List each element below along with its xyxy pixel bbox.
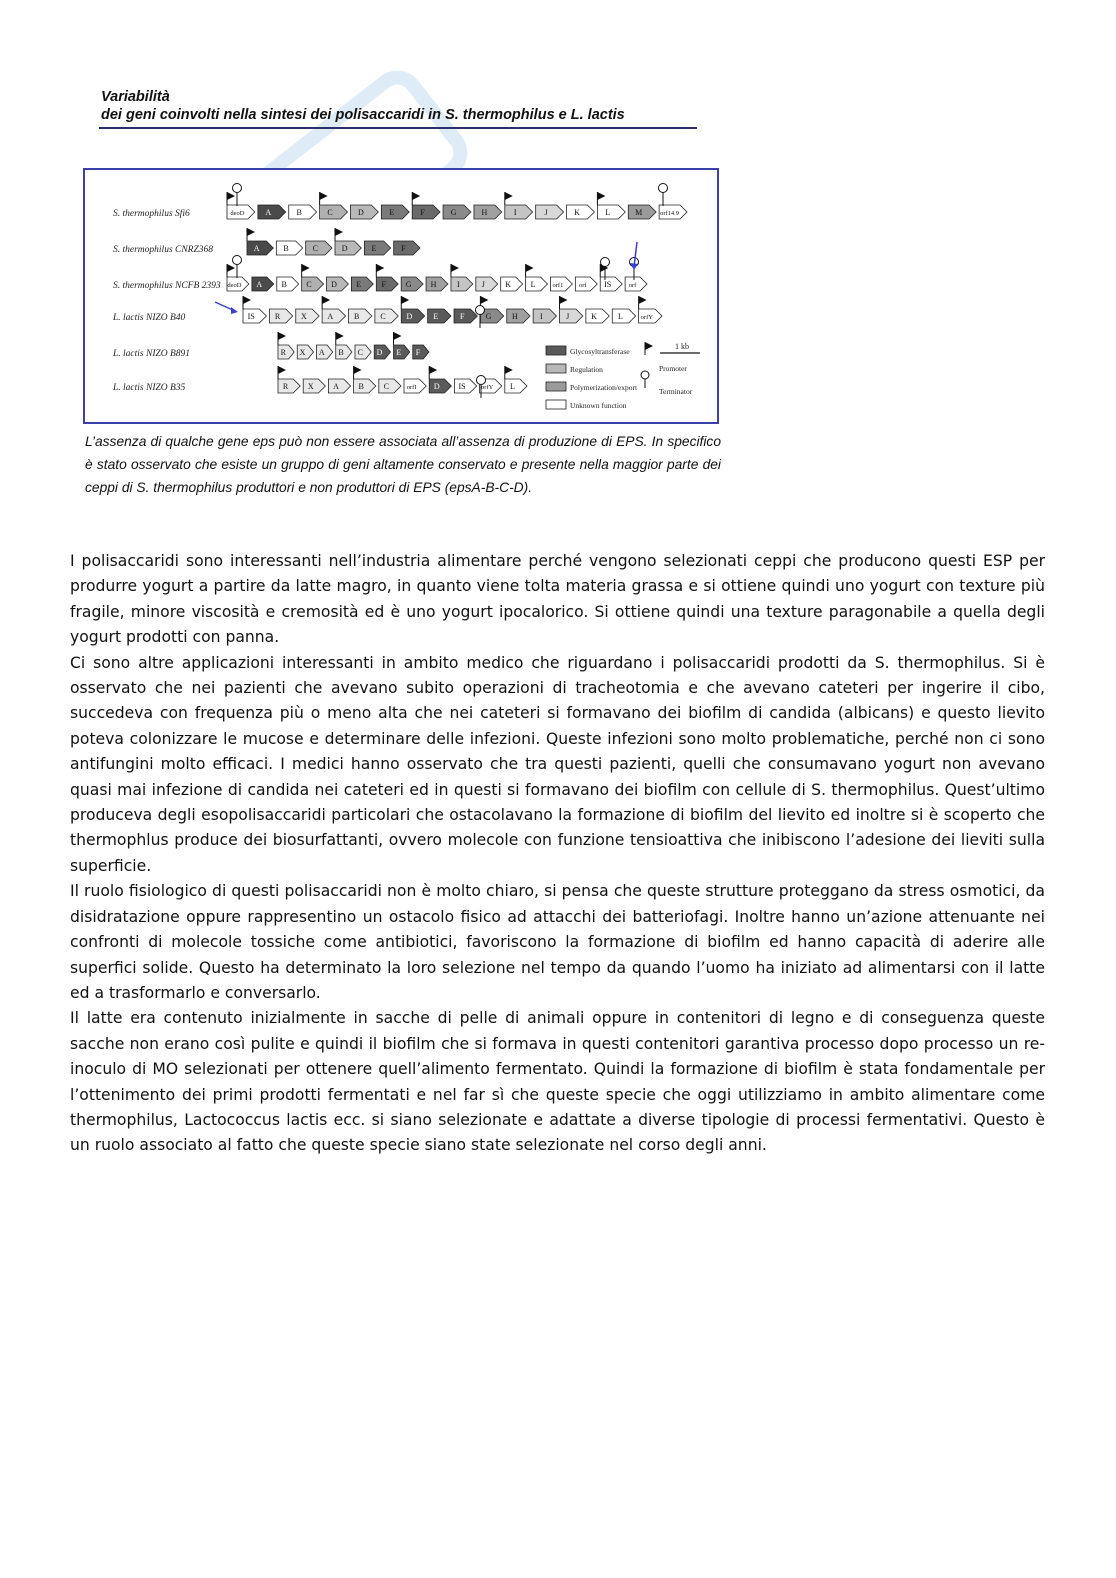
promoter-flag	[336, 332, 344, 340]
promoter-flag	[505, 366, 513, 374]
promoter-flag	[429, 366, 437, 374]
gene-label: D	[331, 280, 337, 289]
promoter-legend-flag	[645, 342, 653, 350]
terminator-symbol	[476, 306, 485, 315]
promoter-flag	[247, 228, 255, 236]
promoter-flag	[320, 192, 328, 200]
gene-label: K	[591, 312, 597, 321]
paragraph-3: Il ruolo fisiologico di questi polisaccaridi non è molto chiaro, si pensa che queste strutture proteggano da stress osmotici, da disidratazione oppure rappresentino un ostacolo fisico ad attacchi dei batteriofagi. Inoltre hanno un’azione attenuante nei confronti di molecole tossiche come antibiotici, favoriscono la formazione di biofilm ed hanno capacità di aderire alle superfici solide. Questo ha determinato la loro selezione nel tempo da quando l’uomo ha iniziato ad alimentarsi con il latte ed a trasformarlo e conversarlo.	[70, 882, 1045, 1002]
gene-label: E	[356, 280, 362, 289]
gene-label: orf14.9	[660, 210, 680, 217]
gene-arrow	[252, 277, 274, 291]
promoter-legend-label: Promoter	[659, 364, 687, 373]
gene-label: L	[605, 208, 611, 217]
terminator-symbol	[477, 376, 486, 385]
paragraph-4: Il latte era contenuto inizialmente in sacche di pelle di animali oppure in contenitori di legno e di conseguenza queste sacche non erano così pulite e quindi il biofilm che si formava in questi contenitori garantiva processo dopo processo un re-inoculo di MO selezionati per ottenere quell’alimento fermentato. Quindi la formazione di biofilm è stata fondamentale per l’ottenimento dei primi prodotti fermentati e nel far sì che queste specie che oggi utilizziamo in ambito alimentare come thermophilus, Lactococcus lactis ecc. si siano selezionate e adattate a diverse tipologie di processi fermentativi. Questo è un ruolo associato al fatto che queste specie siano state selezionate nel corso degli anni.	[70, 1009, 1045, 1155]
legend-label: Regulation	[570, 365, 603, 374]
gene-arrow	[289, 205, 317, 219]
gene-label: D	[358, 208, 364, 217]
paragraph-1: I polisaccaridi sono interessanti nell’industria alimentare perché vengono selezionati ceppi che producono questi ESP per produrre yogurt a partire da latte magro, in quanto viene tolta materia grassa e si ottiene quindi uno yogurt con texture più fragile, minore viscosità e cremosità ed è uno yogurt ipocalorico. Si ottiene quindi una texture paragonabile a quella degli yogurt prodotti con panna.	[70, 552, 1045, 647]
gene-arrow	[269, 309, 292, 323]
body-text	[70, 549, 1045, 1159]
gene-label: deoD	[230, 210, 245, 217]
gene-label: A	[327, 312, 334, 321]
gene-label: E	[396, 348, 402, 357]
gene-arrow	[278, 379, 300, 393]
gene-arrow	[476, 277, 498, 291]
gene-label: orfI	[406, 384, 417, 391]
gene-arrow	[612, 309, 635, 323]
gene-arrow	[376, 277, 398, 291]
gene-arrow	[302, 277, 324, 291]
gene-arrow	[276, 241, 302, 255]
legend-swatch	[546, 382, 566, 391]
gene-arrow	[401, 309, 424, 323]
gene-arrow	[328, 379, 350, 393]
gene-label: B	[358, 382, 364, 391]
gene-label: C	[327, 208, 333, 217]
gene-arrow	[443, 205, 471, 219]
gene-arrow	[560, 309, 583, 323]
gene-label: L	[530, 280, 536, 289]
legend-label: Polymerization/export	[570, 383, 638, 392]
gene-label: H	[481, 208, 488, 217]
terminator-symbol	[601, 258, 610, 267]
gene-arrow	[426, 277, 448, 291]
gene-label: orfY	[481, 384, 494, 391]
highlight-arrow-head	[630, 263, 638, 270]
gene-arrow	[277, 277, 299, 291]
gene-arrow	[451, 277, 473, 291]
legend-swatch	[546, 364, 566, 373]
gene-label: H	[512, 312, 518, 321]
terminator-symbol	[659, 184, 668, 193]
gene-arrow	[350, 205, 378, 219]
gene-label: E	[433, 312, 439, 321]
promoter-flag	[243, 296, 251, 304]
gene-arrow	[351, 277, 373, 291]
gene-label: C	[383, 382, 390, 391]
strain-label: L. lactis NIZO B891	[113, 349, 191, 359]
gene-label: I	[513, 208, 517, 217]
legend-label: Unknown function	[570, 401, 627, 410]
gene-arrow	[258, 205, 286, 219]
promoter-flag	[376, 264, 384, 272]
gene-label: D	[406, 312, 413, 321]
gene-label: C	[312, 244, 319, 253]
gene-arrow	[327, 277, 349, 291]
gene-label: deoD	[227, 282, 242, 289]
strain-label: S. thermophilus Sfi6	[113, 209, 190, 219]
legend-swatch	[546, 400, 566, 409]
gene-arrow	[349, 309, 372, 323]
gene-arrow	[375, 309, 398, 323]
gene-label: B	[283, 244, 289, 253]
promoter-flag	[526, 264, 534, 272]
gene-arrow	[379, 379, 401, 393]
promoter-flag	[227, 192, 235, 200]
gene-label: R	[282, 382, 289, 391]
gene-arrow	[364, 241, 390, 255]
gene-label: X	[301, 312, 307, 321]
gene-label: B	[354, 312, 360, 321]
gene-arrow	[303, 379, 325, 393]
gene-arrow	[474, 205, 502, 219]
gene-label: R	[274, 312, 281, 321]
gene-label: A	[256, 280, 263, 289]
gene-arrow	[320, 205, 348, 219]
scale-label: 1 kb	[675, 342, 689, 351]
strain-label: L. lactis NIZO B35	[113, 383, 186, 393]
gene-label: C	[357, 348, 363, 357]
gene-arrow	[429, 379, 451, 393]
promoter-flag	[480, 296, 488, 304]
gene-label: D	[376, 348, 383, 357]
gene-label: I	[457, 280, 460, 289]
gene-label: orfY	[640, 314, 653, 321]
gene-arrow	[381, 205, 409, 219]
gene-label: orf	[628, 282, 637, 289]
gene-arrow	[354, 379, 376, 393]
gene-label: A	[253, 244, 260, 253]
promoter-flag	[354, 366, 362, 374]
gene-label: orf1	[552, 282, 564, 289]
paragraph-2: Ci sono altre applicazioni interessanti in ambito medico che riguardano i polisaccaridi prodotti da S. thermophilus. Si è osservato che nei pazienti che avevano subito operazioni di tracheotomia e che avevano cateteri per ingerire il cibo, succedeva con frequenza più o meno alta che nei cateteri si formavano dei biofilm di candida (albicans) e questo lievito poteva colonizzare le mucose e determinare delle infezioni. Queste infezioni sono molto problematiche, perché non ci sono antifungini molto efficaci. I medici hanno osservato che tra questi pazienti, quelli che consumavano yogurt non avevano quasi mai infezione di candida nei cateteri ed in questi si formavano dei biofilm con cellule di S. thermophilus. Quest’ultimo produceva degli esopolisaccaridi particolari che ostacolavano la formazione di biofilm del lievito ed inoltre si è scoperto che thermophlus produce dei biosurfattanti, ovvero molecole con funzione tensioattiva che inibiscono l’adesione dei lieviti sulla superficie.	[70, 653, 1045, 875]
gene-cluster-diagram	[85, 170, 717, 422]
strain-label: S. thermophilus CNRZ368	[113, 245, 214, 255]
promoter-flag	[322, 296, 330, 304]
gene-label: F	[381, 280, 386, 289]
strain-label: L. lactis NIZO B40	[113, 313, 186, 323]
terminator-symbol	[233, 256, 242, 265]
gene-label: L	[617, 312, 623, 321]
highlight-arrow-head	[231, 307, 238, 314]
promoter-flag	[278, 366, 286, 374]
gene-label: orf	[578, 282, 587, 289]
gene-label: H	[430, 280, 437, 289]
gene-label: X	[307, 382, 314, 391]
title-line-1: Variabilità	[101, 89, 170, 105]
gene-label: D	[433, 382, 440, 391]
title-underline	[99, 127, 697, 129]
gene-label: IS	[458, 382, 466, 391]
figure-caption: L’assenza di qualche gene eps può non essere associata all’assenza di produzione di EPS. In specifico è stato osservato che esiste un gruppo di geni altamente conservato e presente nella maggior parte dei ceppi di S. thermophilus produttori e non produttori di EPS (epsA-B-C-D).	[85, 434, 721, 495]
gene-label: G	[485, 312, 492, 321]
gene-arrow	[536, 205, 564, 219]
gene-label: J	[481, 280, 485, 289]
gene-label: B	[281, 280, 287, 289]
legend-label: Glycosyltransferase	[570, 347, 630, 356]
gene-arrow	[335, 241, 361, 255]
gene-label: E	[371, 244, 377, 253]
promoter-flag	[401, 296, 409, 304]
gene-label: G	[405, 280, 412, 289]
gene-arrow	[247, 241, 273, 255]
legend-swatch	[546, 346, 566, 355]
gene-arrow	[586, 309, 609, 323]
gene-arrow	[322, 309, 345, 323]
gene-arrow	[296, 309, 319, 323]
gene-label: IS	[604, 280, 612, 289]
gene-arrow	[454, 309, 477, 323]
promoter-flag	[639, 296, 647, 304]
gene-label: A	[333, 382, 339, 391]
promoter-flag	[302, 264, 310, 272]
gene-arrow	[501, 277, 523, 291]
gene-label: C	[380, 312, 386, 321]
gene-label: K	[505, 280, 512, 289]
gene-arrow	[505, 379, 527, 393]
gene-label: R	[280, 348, 286, 357]
gene-label: B	[296, 208, 302, 217]
gene-arrow	[567, 205, 595, 219]
gene-label: C	[306, 280, 312, 289]
slide-title	[101, 88, 701, 124]
promoter-flag	[278, 332, 286, 340]
gene-label: X	[299, 348, 306, 357]
gene-arrow	[306, 241, 332, 255]
gene-label: K	[574, 208, 580, 217]
gene-arrow	[505, 205, 533, 219]
promoter-flag	[597, 192, 605, 200]
strain-label: S. thermophilus NCFB 2393	[113, 281, 221, 291]
terminator-legend-symbol	[641, 371, 649, 379]
gene-label: A	[318, 348, 325, 357]
gene-label: B	[338, 348, 344, 357]
gene-label: L	[509, 382, 515, 391]
gene-arrow	[526, 277, 548, 291]
promoter-flag	[335, 228, 343, 236]
gene-label: I	[539, 312, 543, 321]
gene-label: G	[450, 208, 457, 217]
gene-label: M	[635, 208, 643, 217]
promoter-flag	[505, 192, 513, 200]
promoter-flag	[394, 332, 402, 340]
gene-label: F	[415, 348, 421, 357]
gene-arrow	[394, 241, 420, 255]
promoter-flag	[227, 264, 235, 272]
gene-arrow	[401, 277, 423, 291]
promoter-flag	[451, 264, 459, 272]
gene-label: J	[544, 208, 548, 217]
terminator-symbol	[233, 184, 242, 193]
promoter-flag	[560, 296, 568, 304]
gene-arrow	[507, 309, 530, 323]
gene-label: J	[566, 312, 570, 321]
gene-label: E	[389, 208, 395, 217]
gene-label: F	[401, 244, 406, 253]
gene-arrow	[597, 205, 625, 219]
gene-arrow	[412, 205, 440, 219]
terminator-legend-label: Terminator	[659, 387, 693, 396]
gene-label: D	[341, 244, 348, 253]
gene-label: F	[459, 312, 465, 321]
gene-arrow	[533, 309, 556, 323]
gene-arrow	[428, 309, 451, 323]
gene-label: A	[265, 208, 272, 217]
gene-label: F	[420, 208, 425, 217]
title-line-2: dei geni coinvolti nella sintesi dei polisaccaridi in S. thermophilus e L. lactis	[101, 107, 625, 123]
promoter-flag	[412, 192, 420, 200]
gene-label: IS	[247, 312, 255, 321]
gene-cluster-figure	[83, 168, 719, 424]
